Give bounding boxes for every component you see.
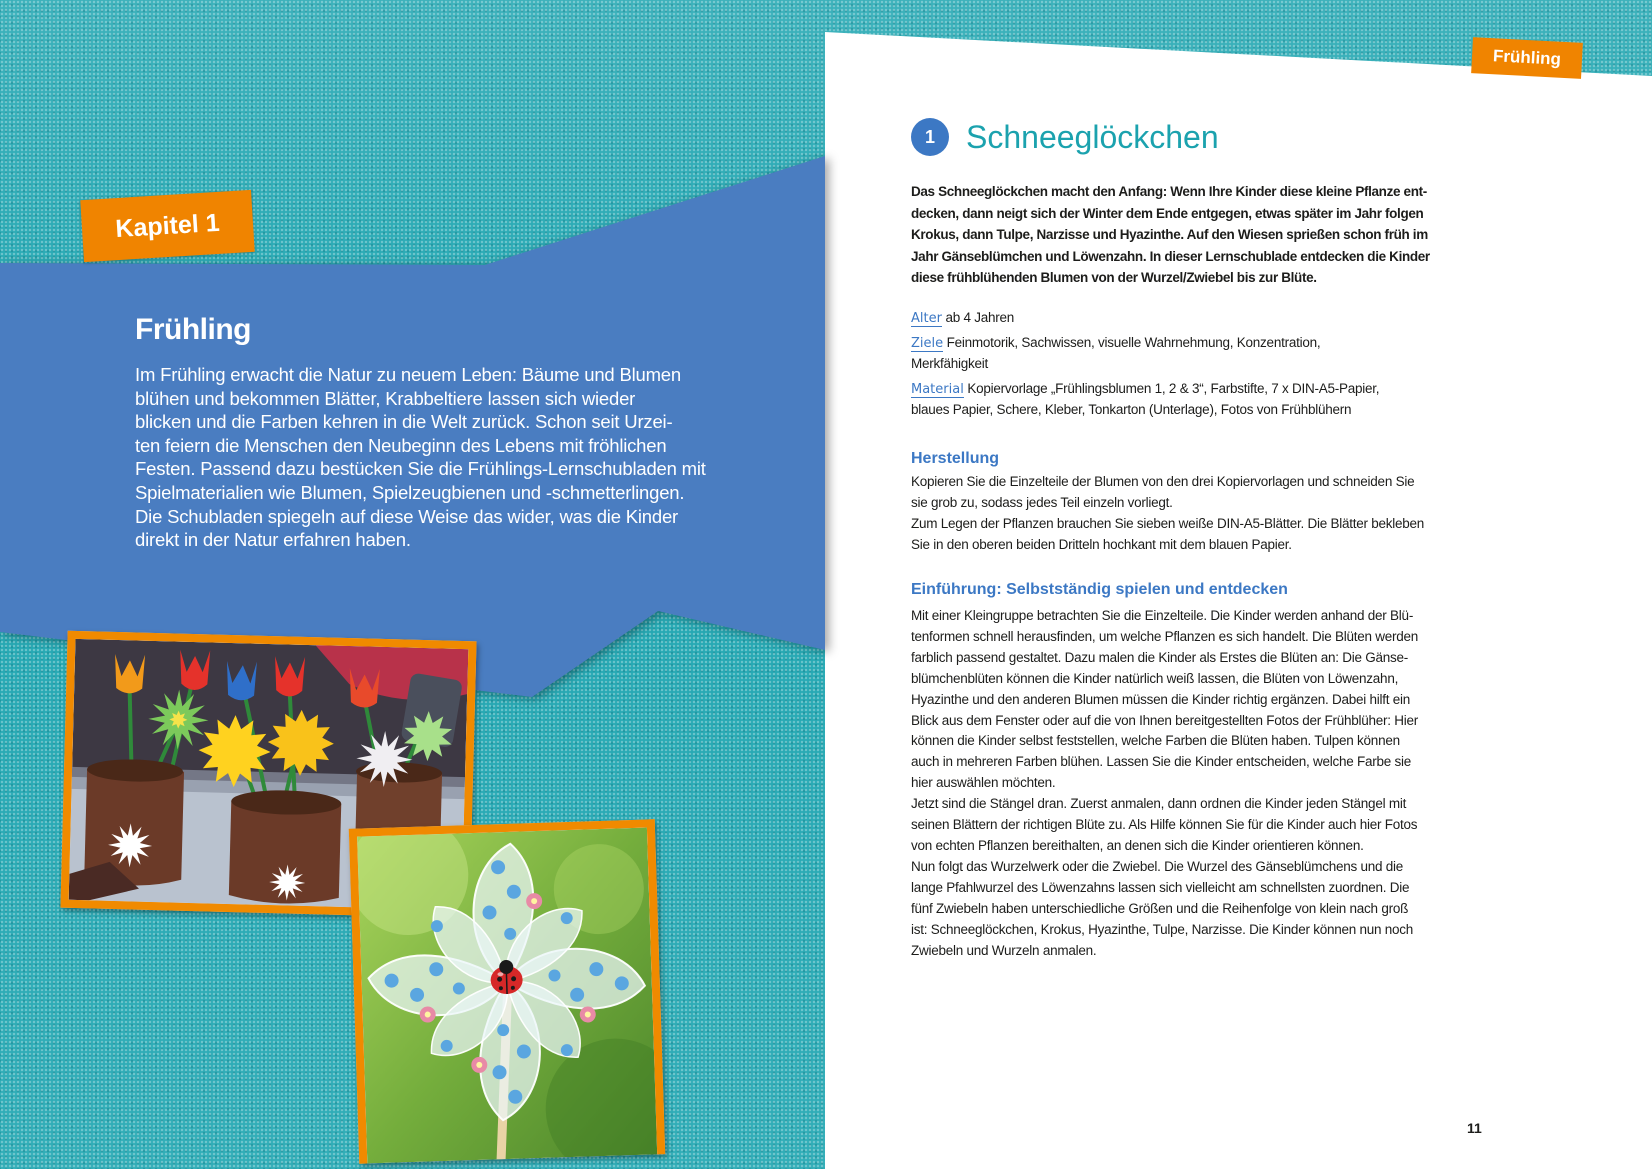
- page-number: 11: [1467, 1120, 1482, 1136]
- meta-age: [911, 307, 1379, 328]
- photo-pinwheel: [349, 819, 665, 1163]
- meta-value: ab 4 Jahren: [945, 310, 1015, 325]
- meta-label: Ziele: [911, 336, 944, 351]
- activity-meta: [911, 307, 1379, 424]
- section-tab: Frühling: [1471, 37, 1583, 79]
- activity-number-badge: 1: [911, 118, 949, 156]
- meta-label: Alter: [911, 311, 942, 326]
- activity-title: Schneeglöckchen: [966, 119, 1219, 155]
- section-body-herstellung: Kopieren Sie die Einzelteile der Blumen von den drei Kopiervorlagen und schneiden Sie sie grob zu, sodass jedes Teil einzeln vorliegt. Zum Legen der Pflanzen brauchen Sie sieben weiße DIN-A5-Blätter. Die Blätter bekleben Sie in den oberen beiden Dritteln hochkant mit dem blauen Papier.: [911, 474, 1425, 552]
- activity-intro: Das Schneeglöckchen macht den Anfang: Wenn Ihre Kinder diese kleine Pflanze ent- decken, dann neigt sich der Winter dem Ende entgegen, etwas später im Jahr folgen Krokus, dann Tulpe, Narzisse und Hyazinthe. Auf den Wiesen sprießen schon früh im Jahr Gänseblümchen und Löwenzahn. In dieser Lernschublade entdecken die Kinder diese frühblühenden Blumen von der Wurzel/Zwiebel bis zur Blüte.: [911, 184, 1430, 286]
- chapter-title: Frühling: [135, 313, 251, 346]
- meta-value: Kopiervorlage „Frühlingsblumen 1, 2 & 3“, Farbstifte, 7 x DIN-A5-Papier, blaues Papier, Schere, Kleber, Tonkarton (Unterlage), Fotos von Frühblühern: [911, 381, 1380, 417]
- pinwheel-image: [357, 828, 657, 1164]
- chapter-intro-text: Im Frühling erwacht die Natur zu neuem Leben: Bäume und Blumen blühen und bekommen Blätter, Krabbeltiere lassen sich wieder blicken und die Farben kehren in die Welt zurück. Schon seit Urzei- ten feiern die Menschen den Neubeginn des Lebens mit fröhlichen Festen. Passend dazu bestücken Sie die Frühlings-Lernschubladen mit Spielmaterialien wie Blumen, Spielzeugbienen und -schmetterlingen. Die Schubladen spiegeln auf diese Weise das wider, was die Kinder direkt in der Natur erfahren haben.: [135, 364, 706, 551]
- chapter-tag: Kapitel 1: [80, 190, 254, 262]
- section-heading-einfuehrung: Einführung: Selbstständig spielen und entdecken: [911, 581, 1288, 598]
- meta-material: [911, 378, 1379, 420]
- section-heading-herstellung: Herstellung: [911, 450, 1000, 467]
- meta-value: Feinmotorik, Sachwissen, visuelle Wahrnehmung, Konzentration, Merkfähigkeit: [911, 335, 1321, 371]
- section-body-einfuehrung: Mit einer Kleingruppe betrachten Sie die Einzelteile. Die Kinder werden anhand der Blü- tenformen schnell herausfinden, um welche Pflanzen es sich handelt. Die Blüten werden farblich passend gestaltet. Dazu malen die Kinder als Erstes die Blüten an: Die Gänse- blümchenblüten können die Kinder natürlich weiß lassen, die Blüten von Löwenzahn, Hyazinthe und den anderen Blumen müssen die Kinder richtig ergänzen. Dabei hilft ein Blick aus dem Fenster oder auf die von Ihnen bereitgestellten Fotos der Frühblüher: Hier können die Kinder selbst feststellen, welche Farben die Blüten haben. Tulpen können auch in mehreren Farben blühen. Lassen Sie die Kinder entscheiden, welche Farbe sie hier auswählen möchten. Jetzt sind die Stängel dran. Zuerst anmalen, dann ordnen die Kinder jeden Stängel mit seinen Blättern der richtigen Blüte zu. Als Hilfe können Sie für die Kinder auch hier Fotos von echten Pflanzen bereithalten, an denen sich die Kinder orientieren können. Nun folgt das Wurzelwerk oder die Zwiebel. Die Wurzel des Gänseblümchens und die lange Pfahlwurzel des Löwenzahns lassen sich vielleicht am schnellsten zuordnen. Die fünf Zwiebeln haben unterschiedliche Größen und die Reihenfolge von klein nach groß ist: Schneeglöckchen, Krokus, Hyazinthe, Tulpe, Narzisse. Die Kinder können nun noch Zwiebeln und Wurzeln anmalen.: [911, 608, 1419, 958]
- meta-label: Material: [911, 382, 964, 397]
- meta-goals: [911, 332, 1379, 374]
